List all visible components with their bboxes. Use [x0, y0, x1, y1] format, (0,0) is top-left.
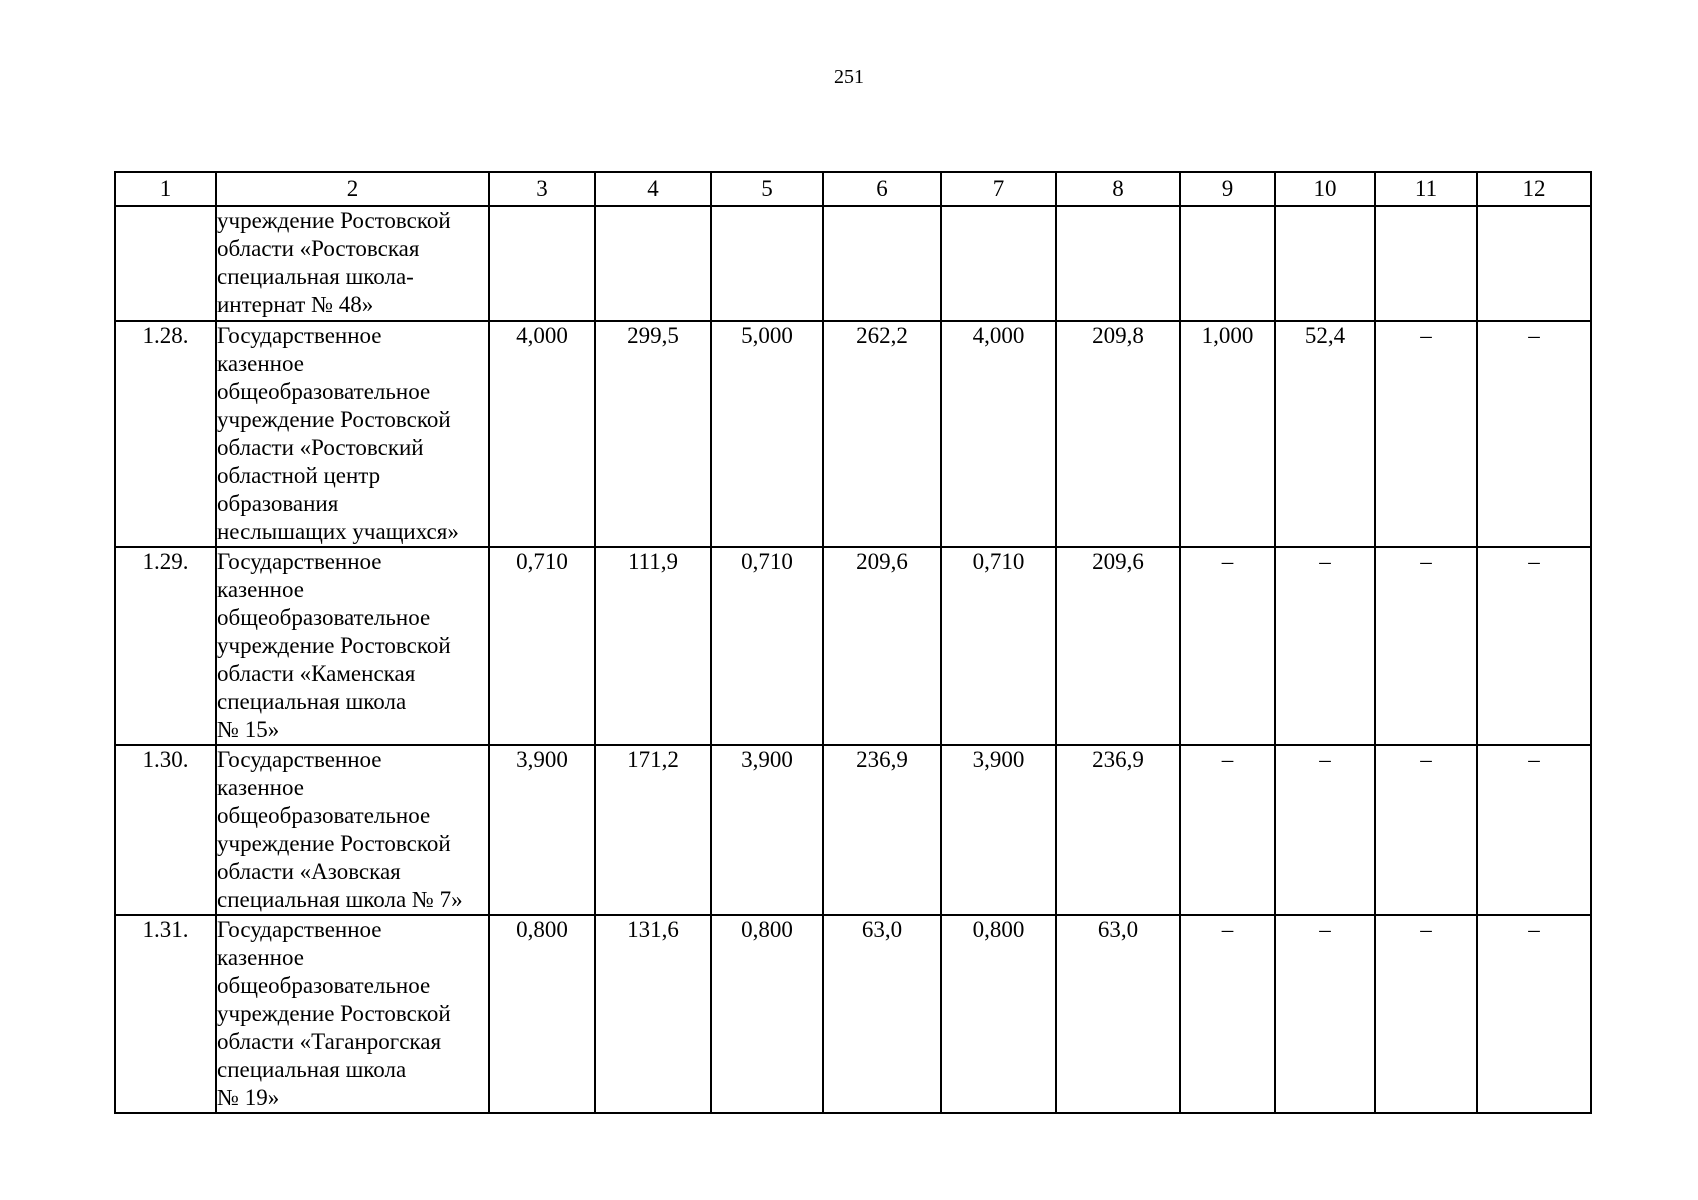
name-line: специальная школа № 7» — [217, 887, 463, 912]
row-number-cell: 1.30. — [115, 745, 216, 915]
column-header: 5 — [711, 172, 823, 206]
value-cell: 63,0 — [823, 915, 941, 1113]
value-cell: 171,2 — [595, 745, 711, 915]
name-line: Государственное — [217, 323, 382, 348]
value-cell: 0,800 — [489, 915, 595, 1113]
row-number-cell: 1.28. — [115, 321, 216, 547]
page-number: 251 — [834, 66, 864, 88]
table-row — [115, 547, 1591, 745]
value-cell: 236,9 — [823, 745, 941, 915]
value-cell: 4,000 — [941, 321, 1056, 547]
data-table — [114, 171, 1592, 1114]
value-cell: 0,800 — [941, 915, 1056, 1113]
table-row — [115, 206, 1591, 321]
name-line: № 19» — [217, 1085, 280, 1110]
value-cell — [1056, 206, 1180, 321]
value-cell: – — [1375, 321, 1477, 547]
name-line: специальная школа — [217, 1057, 407, 1082]
value-cell: 0,710 — [489, 547, 595, 745]
value-cell: – — [1180, 547, 1275, 745]
value-cell — [489, 206, 595, 321]
value-cell: 3,900 — [489, 745, 595, 915]
row-number-cell: 1.29. — [115, 547, 216, 745]
row-number-cell — [115, 206, 216, 321]
name-line: учреждение Ростовской — [217, 208, 451, 233]
name-line: казенное — [217, 577, 304, 602]
name-line: № 15» — [217, 717, 280, 742]
name-line: учреждение Ростовской — [217, 407, 451, 432]
table-row — [115, 321, 1591, 547]
column-header: 6 — [823, 172, 941, 206]
column-header: 9 — [1180, 172, 1275, 206]
value-cell — [823, 206, 941, 321]
value-cell: – — [1477, 321, 1591, 547]
name-line: учреждение Ростовской — [217, 1001, 451, 1026]
name-line: Государственное — [217, 747, 382, 772]
table-header-row — [115, 172, 1591, 206]
name-line: общеобразовательное — [217, 973, 431, 998]
name-line: общеобразовательное — [217, 803, 431, 828]
value-cell: 4,000 — [489, 321, 595, 547]
value-cell — [941, 206, 1056, 321]
institution-name-cell — [216, 321, 489, 547]
column-header: 4 — [595, 172, 711, 206]
name-line: интернат № 48» — [217, 292, 374, 317]
name-line: Государственное — [217, 549, 382, 574]
name-line: образования — [217, 491, 339, 516]
column-header: 12 — [1477, 172, 1591, 206]
name-line: Государственное — [217, 917, 382, 942]
value-cell — [711, 206, 823, 321]
value-cell: 131,6 — [595, 915, 711, 1113]
value-cell: 236,9 — [1056, 745, 1180, 915]
name-line: казенное — [217, 945, 304, 970]
value-cell: 0,800 — [711, 915, 823, 1113]
name-line: области «Таганрогская — [217, 1029, 442, 1054]
value-cell — [1477, 206, 1591, 321]
column-header: 11 — [1375, 172, 1477, 206]
value-cell: – — [1477, 547, 1591, 745]
value-cell: 299,5 — [595, 321, 711, 547]
name-line: специальная школа — [217, 689, 407, 714]
column-header: 3 — [489, 172, 595, 206]
value-cell: – — [1275, 915, 1375, 1113]
value-cell: 3,900 — [941, 745, 1056, 915]
value-cell — [1375, 206, 1477, 321]
value-cell: 1,000 — [1180, 321, 1275, 547]
name-line: учреждение Ростовской — [217, 633, 451, 658]
value-cell: – — [1477, 915, 1591, 1113]
column-header: 1 — [115, 172, 216, 206]
column-header: 7 — [941, 172, 1056, 206]
value-cell: 3,900 — [711, 745, 823, 915]
name-line: области «Ростовская — [217, 236, 420, 261]
value-cell: – — [1477, 745, 1591, 915]
value-cell: 0,710 — [711, 547, 823, 745]
row-number-cell: 1.31. — [115, 915, 216, 1113]
value-cell: 209,6 — [823, 547, 941, 745]
value-cell: 209,8 — [1056, 321, 1180, 547]
name-line: казенное — [217, 775, 304, 800]
value-cell — [1180, 206, 1275, 321]
value-cell: 63,0 — [1056, 915, 1180, 1113]
institution-name-cell — [216, 547, 489, 745]
name-line: общеобразовательное — [217, 605, 431, 630]
name-line: специальная школа- — [217, 264, 414, 289]
table-row — [115, 915, 1591, 1113]
institution-name-cell — [216, 206, 489, 321]
column-header: 10 — [1275, 172, 1375, 206]
value-cell: – — [1275, 547, 1375, 745]
value-cell: 0,710 — [941, 547, 1056, 745]
value-cell: – — [1180, 745, 1275, 915]
value-cell: 262,2 — [823, 321, 941, 547]
name-line: областной центр — [217, 463, 381, 488]
name-line: общеобразовательное — [217, 379, 431, 404]
value-cell: – — [1180, 915, 1275, 1113]
name-line: области «Азовская — [217, 859, 401, 884]
value-cell: – — [1375, 915, 1477, 1113]
value-cell: 52,4 — [1275, 321, 1375, 547]
institution-name-cell — [216, 915, 489, 1113]
value-cell: – — [1375, 547, 1477, 745]
name-line: учреждение Ростовской — [217, 831, 451, 856]
value-cell — [1275, 206, 1375, 321]
name-line: области «Ростовский — [217, 435, 424, 460]
name-line: казенное — [217, 351, 304, 376]
name-line: области «Каменская — [217, 661, 416, 686]
column-header: 8 — [1056, 172, 1180, 206]
table-row — [115, 745, 1591, 915]
institution-name-cell — [216, 745, 489, 915]
value-cell: – — [1275, 745, 1375, 915]
value-cell — [595, 206, 711, 321]
value-cell: 5,000 — [711, 321, 823, 547]
value-cell: 111,9 — [595, 547, 711, 745]
name-line: неслышащих учащихся» — [217, 519, 459, 544]
value-cell: 209,6 — [1056, 547, 1180, 745]
column-header: 2 — [216, 172, 489, 206]
value-cell: – — [1375, 745, 1477, 915]
